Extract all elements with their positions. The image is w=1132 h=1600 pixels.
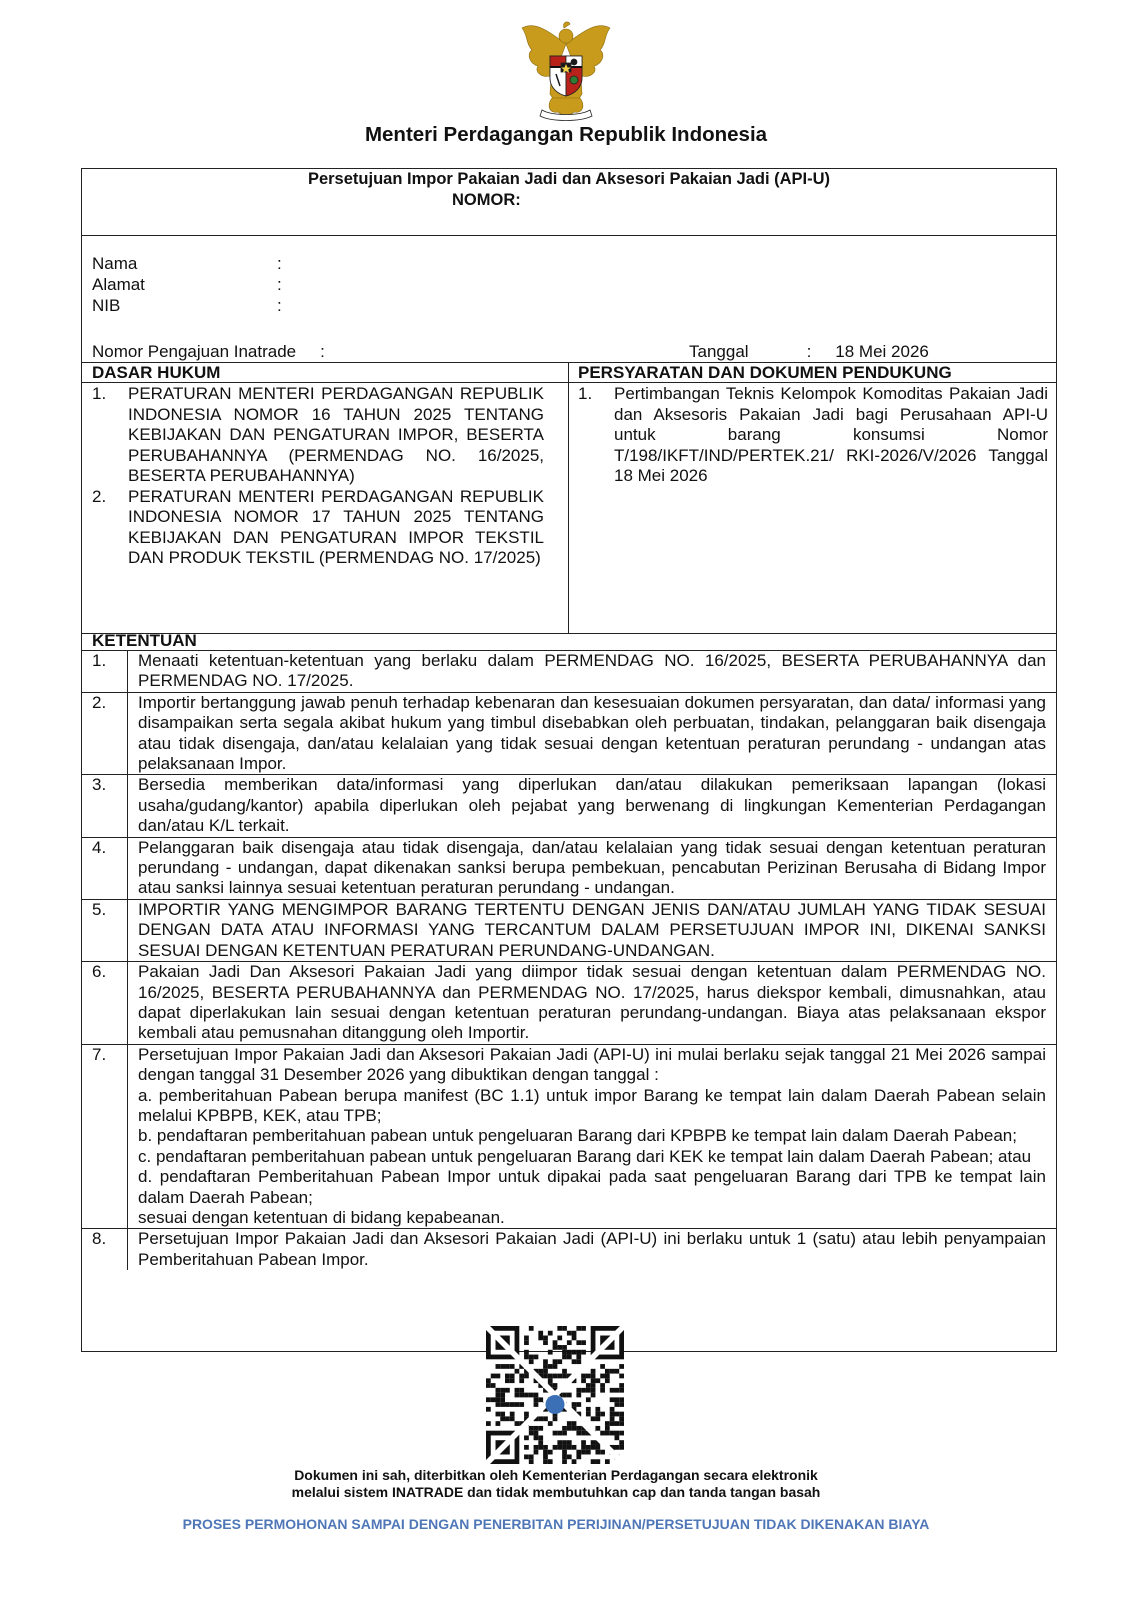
footer-banner: PROSES PERMOHONAN SAMPAI DENGAN PENERBITAN PERIJINAN/PERSETUJUAN TIDAK DIKENAKAN BIAYA	[182, 1516, 930, 1532]
footer-note-line: Dokumen ini sah, diterbitkan oleh Kementerian Perdagangan secara elektronik	[294, 1467, 818, 1483]
row-text: Persetujuan Impor Pakaian Jadi dan Aksesori Pakaian Jadi (API-U) ini berlaku untuk 1 (satu) atau lebih penyampaian Pemberitahuan Pabean Impor.	[138, 1229, 1046, 1269]
nomor-pengajuan-row	[92, 342, 325, 362]
ketentuan-table	[82, 650, 1056, 1270]
table-row	[82, 651, 1056, 693]
tanggal-label: Tanggal	[689, 342, 749, 361]
ketentuan-heading: KETENTUAN	[92, 631, 197, 650]
table-row	[82, 838, 1056, 900]
qr-code-icon	[486, 1326, 624, 1464]
approval-document	[81, 168, 1057, 1352]
row-text-line: a. pemberitahuan Pabean berupa manifest (BC 1.1) untuk impor Barang ke tempat lain dalam Daerah Pabean selain melalui KPBPB, KEK, atau TPB;	[138, 1085, 1046, 1125]
row-number: 7.	[82, 1045, 128, 1229]
row-text	[128, 1045, 1056, 1229]
document-title: Persetujuan Impor Pakaian Jadi dan Aksesori Pakaian Jadi (API-U)	[307, 170, 831, 188]
row-text: Pelanggaran baik disengaja atau tidak disengaja, dan/atau kelalaian yang tidak sesuai dengan ketentuan peraturan perundang - undangan, dapat dikenakan sanksi berupa pembekuan, pencabutan Perizinan Berusaha di Bidang Impor atau sanksi lainnya sesuai ketentuan peraturan perundang - undangan.	[138, 837, 1046, 898]
ministry-title: Menteri Perdagangan Republik Indonesia	[364, 123, 768, 146]
table-row	[82, 1045, 1056, 1230]
footer-note-line: melalui sistem INATRADE dan tidak membutuhkan cap dan tanda tangan basah	[291, 1484, 821, 1500]
applicant-fields	[92, 253, 392, 316]
row-text-line: Persetujuan Impor Pakaian Jadi dan Aksesori Pakaian Jadi (API-U) ini mulai berlaku sejak tanggal 21 Mei 2026 sampai dengan tanggal 31 Desember 2026 yang dibuktikan dengan tanggal :	[138, 1044, 1046, 1085]
list-item	[92, 384, 544, 487]
tanggal-row	[689, 342, 929, 362]
tanggal-value: 18 Mei 2026	[835, 342, 929, 361]
row-number: 3.	[82, 775, 128, 836]
heading-divider	[82, 382, 1056, 383]
table-row	[82, 1229, 1056, 1270]
legal-basis-section	[82, 362, 1056, 634]
row-number: 6.	[82, 962, 128, 1044]
item-number: 2.	[92, 486, 107, 506]
field-colon: :	[277, 296, 282, 315]
row-text: Pakaian Jadi Dan Aksesori Pakaian Jadi yang diimpor tidak sesuai dengan ketentuan dalam PERMENDAG NO. 16/2025, BESERTA PERUBAHANNYA dan PERMENDAG NO. 17/2025, harus diekspor kembali, dimusnahkan, atau dapat diperlakukan lain sesuai dengan ketentuan peraturan perundang-undangan. Biaya atas pelaksanaan ekspor kembali atau pemusnahan ditanggung oleh Importir.	[138, 962, 1046, 1043]
nomor-pengajuan-label: Nomor Pengajuan Inatrade	[92, 342, 297, 361]
row-text: Importir bertanggung jawab penuh terhadap kebenaran dan kesesuaian dokumen persyaratan, dan data/ informasi yang disampaikan serta segala akibat hukum yang timbul disebabkan oleh perbuatan, tindakan, pelanggaran baik disengaja atau tidak disengaja, dan/atau kelalaian yang tidak sesuai dengan ketentuan peraturan perundang - undangan atas pelaksanaan Impor.	[138, 692, 1046, 774]
row-text-line: b. pendaftaran pemberitahuan pabean untuk pengeluaran Barang dari KPBPB ke tempat lain dalam Daerah Pabean;	[138, 1126, 1017, 1146]
table-row	[82, 775, 1056, 837]
nomor-pengajuan-colon: :	[320, 342, 325, 361]
item-number: 1.	[92, 384, 107, 403]
row-number: 1.	[82, 651, 128, 692]
row-number: 5.	[82, 900, 128, 961]
persyaratan-heading: PERSYARATAN DAN DOKUMEN PENDUKUNG	[578, 363, 952, 382]
item-number: 1.	[578, 384, 593, 403]
dasar-hukum-heading: DASAR HUKUM	[92, 363, 221, 382]
row-text: Menaati ketentuan-ketentuan yang berlaku dalam PERMENDAG NO. 16/2025, BESERTA PERUBAHANNYA dan PERMENDAG NO. 17/2025.	[138, 651, 1046, 691]
footer-note	[0, 1467, 1112, 1501]
table-row	[82, 693, 1056, 776]
column-divider	[568, 363, 569, 633]
list-item	[578, 384, 1048, 487]
row-text-line: c. pendaftaran pemberitahuan pabean untuk pengeluaran Barang dari KEK ke tempat lain dalam Daerah Pabean; atau	[138, 1146, 1032, 1166]
field-colon: :	[277, 254, 282, 273]
item-text: PERATURAN MENTERI PERDAGANGAN REPUBLIK INDONESIA NOMOR 16 TAHUN 2025 TENTANG KEBIJAKAN DAN PENGATURAN IMPOR, BESERTA PERUBAHANNYA (PERMENDAG NO. 16/2025, BESERTA PERUBAHANNYA)	[128, 384, 544, 485]
row-text: Bersedia memberikan data/informasi yang diperlukan dan/atau dilakukan pemeriksaan lapangan (lokasi usaha/gudang/kantor) apabila diperlukan oleh pejabat yang berwenang di lingkungan Kementerian Perdagangan dan/atau K/L terkait.	[138, 775, 1046, 836]
field-label: NIB	[92, 296, 121, 315]
row-number: 8.	[82, 1229, 128, 1270]
field-nama	[92, 253, 392, 274]
field-colon: :	[277, 275, 282, 294]
item-text: PERATURAN MENTERI PERDAGANGAN REPUBLIK INDONESIA NOMOR 17 TAHUN 2025 TENTANG KEBIJAKAN DAN PENGATURAN IMPOR TEKSTIL DAN PRODUK TEKSTIL (PERMENDAG NO. 17/2025)	[128, 486, 544, 567]
nomor-label: NOMOR:	[452, 191, 521, 209]
field-label: Nama	[92, 254, 138, 273]
item-text: Pertimbangan Teknis Kelompok Komoditas Pakaian Jadi dan Aksesoris Pakaian Jadi bagi Perusahaan API-U untuk barang konsumsi Nomor T/198/IKFT/IND/PERTEK.21/ RKI-2026/V/2026 Tanggal 18 Mei 2026	[614, 384, 1048, 485]
garuda-emblem-icon	[512, 14, 620, 124]
list-item	[92, 487, 544, 569]
dasar-hukum-list	[92, 384, 544, 569]
row-number: 4.	[82, 838, 128, 899]
row-number: 2.	[82, 693, 128, 775]
field-label: Alamat	[92, 275, 145, 294]
row-text-line: sesuai dengan ketentuan di bidang kepabeanan.	[138, 1207, 505, 1227]
row-text: IMPORTIR YANG MENGIMPOR BARANG TERTENTU DENGAN JENIS DAN/ATAU JUMLAH YANG TIDAK SESUAI DENGAN DATA ATAU INFORMASI YANG TERCANTUM DALAM PERSETUJUAN IMPOR INI, DIKENAI SANKSI SESUAI DENGAN KETENTUAN PERATURAN PERUNDANG-UNDANGAN.	[138, 899, 1046, 960]
tanggal-colon: :	[806, 342, 812, 361]
document-header	[82, 169, 1056, 236]
row-text-line: d. pendaftaran Pemberitahuan Pabean Impor untuk dipakai pada saat pengeluaran Barang dari TPB ke tempat lain dalam Daerah Pabean;	[138, 1167, 1046, 1207]
table-row	[82, 900, 1056, 962]
persyaratan-list	[578, 384, 1048, 487]
table-row	[82, 962, 1056, 1045]
field-nib	[92, 295, 392, 316]
field-alamat	[92, 274, 392, 295]
